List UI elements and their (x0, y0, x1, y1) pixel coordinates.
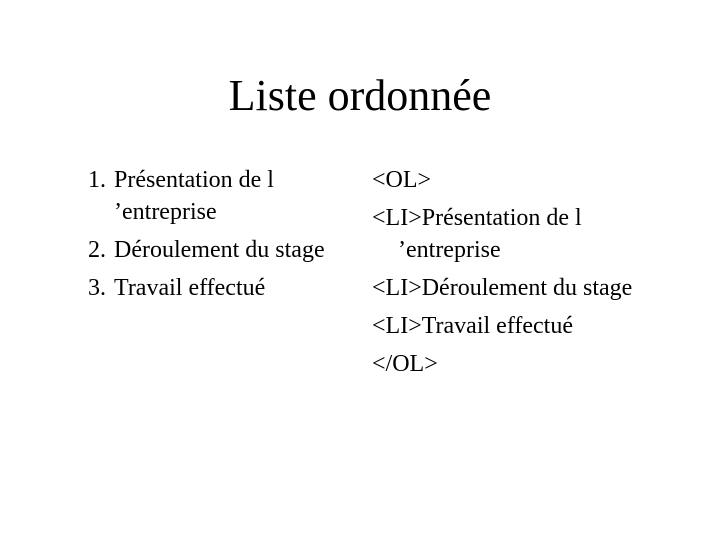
list-item-number: 3. (88, 275, 106, 301)
html-code-example (372, 164, 672, 386)
code-line-ol-open: <OL> (372, 167, 432, 193)
list-item-text: Présentation de l ’entreprise (114, 167, 274, 225)
list-item (88, 164, 358, 228)
list-item-number: 2. (88, 237, 106, 263)
list-item-text: Travail effectué (114, 275, 266, 301)
list-item-number: 1. (88, 167, 106, 193)
code-line-li: <LI>Présentation de l ’entreprise (372, 205, 582, 263)
ordered-list-example (88, 164, 358, 310)
code-line-li: <LI>Travail effectué (372, 313, 573, 339)
list-item (88, 272, 358, 304)
list-item-text: Déroulement du stage (114, 237, 325, 263)
code-line-li: <LI>Déroulement du stage (372, 275, 633, 301)
code-line-ol-close: </OL> (372, 351, 438, 377)
slide-title: Liste ordonnée (228, 71, 492, 120)
list-item (88, 234, 358, 266)
